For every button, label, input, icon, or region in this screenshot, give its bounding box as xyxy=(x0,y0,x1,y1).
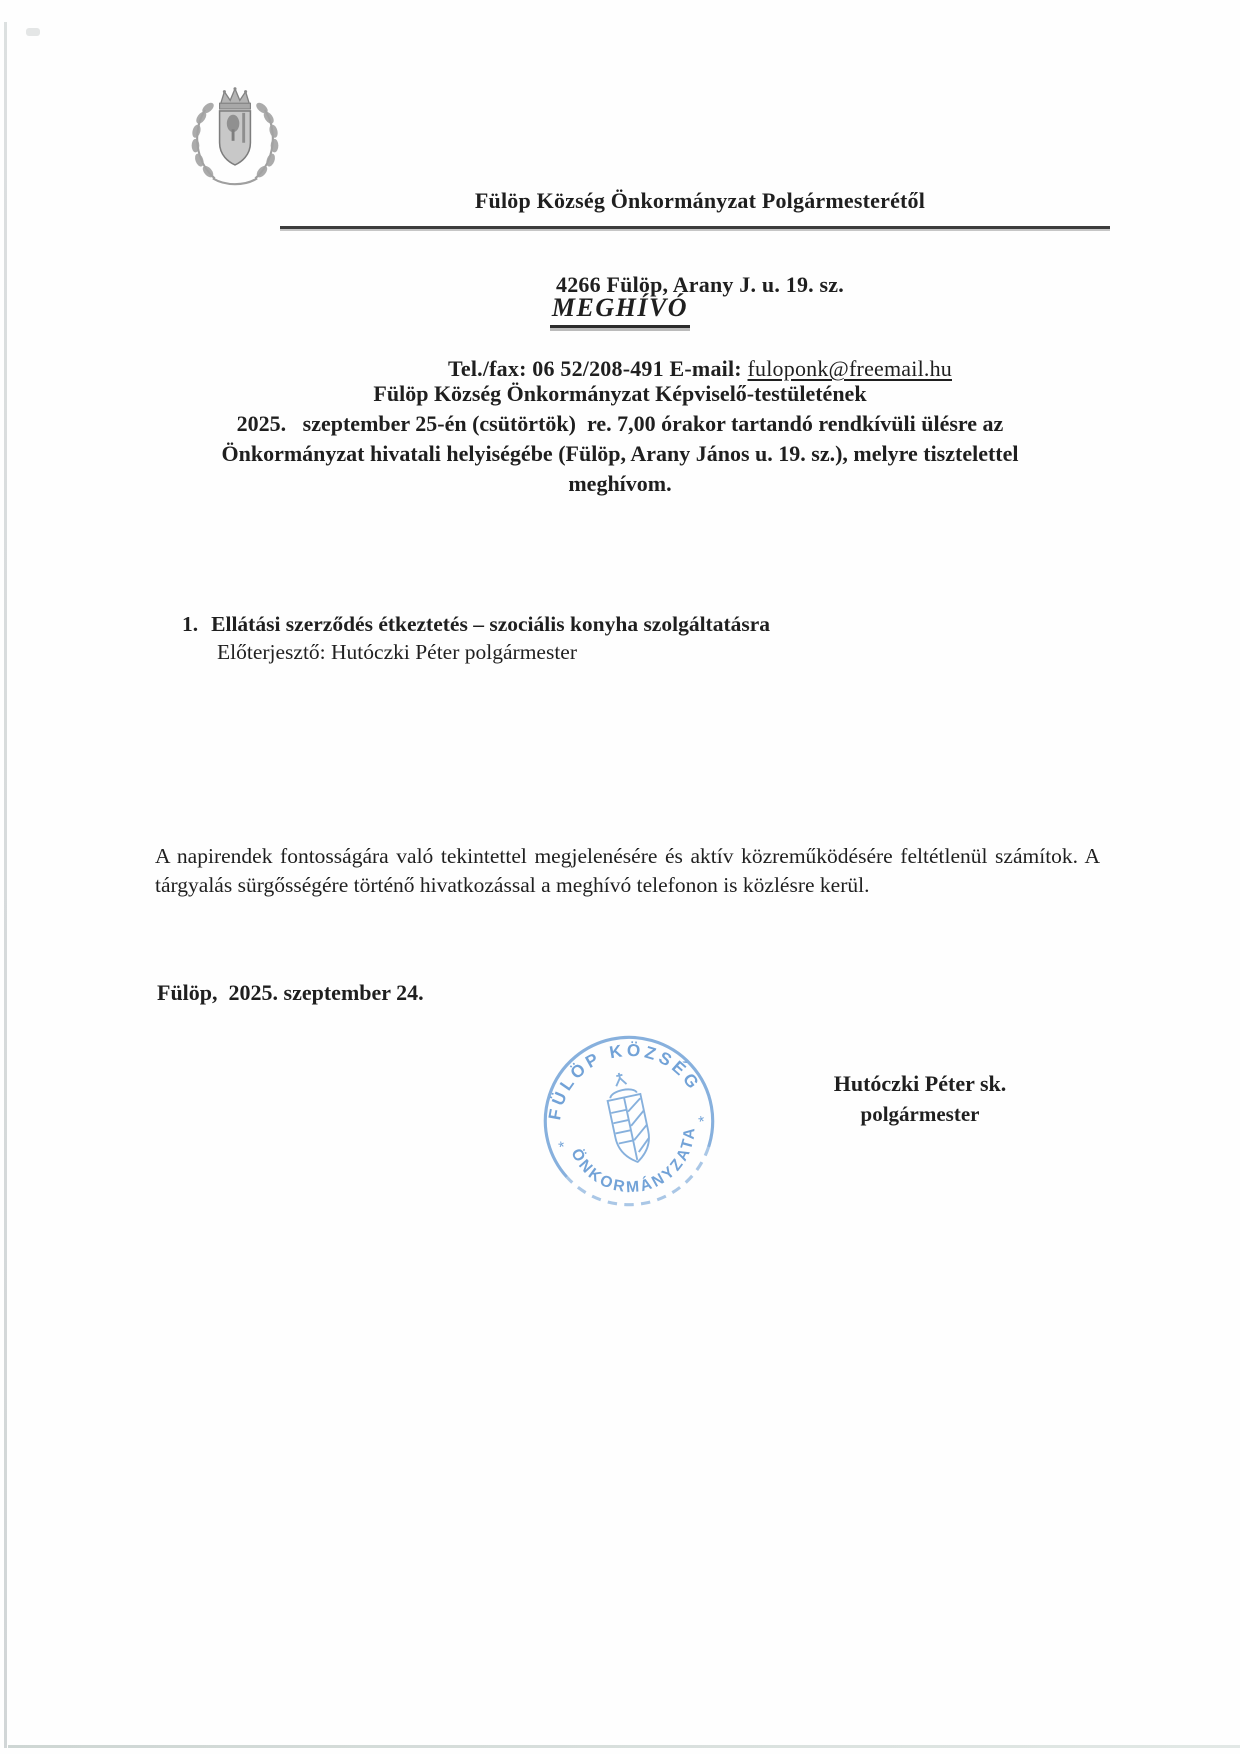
document-title-wrap xyxy=(0,293,1240,328)
agenda-item xyxy=(182,610,1082,638)
scan-smudge xyxy=(26,28,40,36)
crown-icon xyxy=(220,87,251,109)
date-line: Fülöp, 2025. szeptember 24. xyxy=(157,980,424,1005)
document-title: MEGHÍVÓ xyxy=(550,293,690,328)
stamp-left-star: * xyxy=(557,1138,567,1157)
stamp-bottom-text: ÖNKORMÁNYZATA xyxy=(567,1124,699,1197)
stamp-coat-of-arms-icon xyxy=(602,1069,654,1165)
stamp-right-star: * xyxy=(697,1113,707,1132)
agenda-item-presenter: Előterjesztő: Hutóczki Péter polgármester xyxy=(217,640,577,664)
coat-of-arms-logo xyxy=(182,82,288,190)
intro-line-2: 2025. szeptember 25-én (csütörtök) re. 7,00 órakor tartandó rendkívüli ülésre az xyxy=(236,411,1004,436)
signature-block xyxy=(790,1068,1050,1130)
header-divider xyxy=(280,226,1110,229)
letterhead-telfax: Tel./fax: 06 52/208-491 E-mail: xyxy=(448,356,748,381)
official-stamp xyxy=(521,1013,737,1229)
signatory-title: polgármester xyxy=(860,1102,980,1126)
intro-line-1: Fülöp Község Önkormányzat Képviselő-testületének xyxy=(373,381,867,406)
signatory-name: Hutóczki Péter sk. xyxy=(833,1071,1007,1096)
round-stamp-icon xyxy=(521,1013,737,1229)
scan-edge-bottom xyxy=(8,1745,1240,1748)
intro-line-3: Önkormányzat hivatali helyiségébe (Fülöp, Arany János u. 19. sz.), melyre tisztelettel xyxy=(221,441,1019,466)
agenda-list xyxy=(182,610,1082,666)
stamp-top-text: FÜLÖP KÖZSÉG xyxy=(544,1039,706,1122)
intro-line-4: meghívom. xyxy=(568,471,672,496)
invitation-intro xyxy=(120,379,1120,499)
letterhead-email: fuloponk@freemail.hu xyxy=(747,356,952,381)
shield-icon xyxy=(220,111,251,165)
closing-paragraph: A napirendek fontosságára való tekintettel megjelenésére és aktív közreműködésére feltétlenül számítok. A tárgyalás sürgősségére történő hivatkozással a meghívó telefonon is közlésre kerül. xyxy=(155,844,1100,897)
letterhead-org: Fülöp Község Önkormányzat Polgármesterétől xyxy=(474,188,926,213)
agenda-item-title: Ellátási szerződés étkeztetés – szociális konyha szolgáltatásra xyxy=(211,612,771,636)
letterhead-address: 4266 Fülöp, Arany J. u. 19. sz. xyxy=(556,272,844,297)
scan-edge-left xyxy=(4,22,7,1748)
coat-of-arms-icon xyxy=(182,82,288,190)
agenda-item-number: 1. xyxy=(182,612,199,636)
